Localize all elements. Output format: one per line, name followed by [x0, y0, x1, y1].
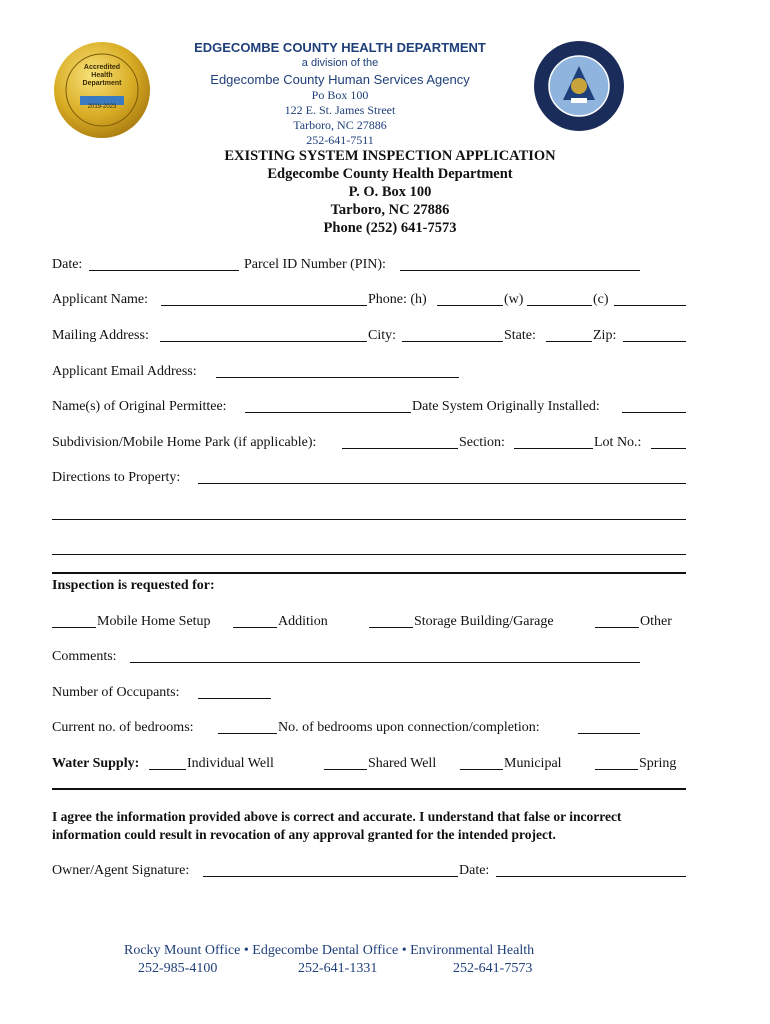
mailing-field[interactable]: [160, 327, 367, 342]
water-spring: Spring: [639, 756, 677, 771]
row-subdivision: [52, 434, 686, 454]
individual-well-blank[interactable]: [149, 755, 186, 770]
footer-offices: Rocky Mount Office • Edgecombe Dental Office • Environmental Health: [124, 943, 535, 958]
city-field[interactable]: [402, 327, 503, 342]
agency-name: Edgecombe County Human Services Agency: [210, 72, 470, 87]
signature-date-label: Date:: [459, 863, 490, 878]
agreement-line2: information could result in revocation of any approval granted for the intended project.: [52, 827, 556, 842]
row-inspection-options: [52, 613, 686, 633]
county-seal: [533, 40, 625, 132]
agreement-text: [52, 808, 702, 844]
row-email: [52, 363, 686, 383]
seal-years: 2019-2023: [87, 104, 117, 110]
date-label: Date:: [52, 257, 83, 272]
water-supply-label: Water Supply:: [52, 756, 140, 771]
signature-date-field[interactable]: [496, 862, 686, 877]
section-field[interactable]: [514, 434, 593, 449]
email-field[interactable]: [216, 363, 459, 378]
phone-h-label: Phone: (h): [368, 292, 427, 307]
row-permittee: [52, 398, 686, 418]
row-comments: [52, 648, 686, 668]
directions-line-3[interactable]: [52, 554, 686, 555]
section-divider-2: [52, 788, 686, 790]
dept-name: EDGECOMBE COUNTY HEALTH DEPARTMENT: [194, 40, 486, 55]
letterhead: [160, 40, 520, 148]
option-other: Other: [640, 614, 672, 629]
mailing-label: Mailing Address:: [52, 328, 149, 343]
row-bedrooms: [52, 719, 686, 739]
parcel-label: Parcel ID Number (PIN):: [244, 257, 386, 272]
occupants-field[interactable]: [198, 684, 271, 699]
row-applicant: [52, 291, 686, 311]
phone-w-field[interactable]: [527, 291, 592, 306]
city-label: City:: [368, 328, 397, 343]
permittee-label: Name(s) of Original Permittee:: [52, 399, 227, 414]
form-title: EXISTING SYSTEM INSPECTION APPLICATION: [224, 148, 556, 164]
seal-line3: Department: [82, 80, 122, 87]
division-text: a division of the: [301, 57, 379, 69]
footer-phone-environmental: 252-641-7573: [453, 961, 533, 976]
comments-label: Comments:: [52, 649, 117, 664]
signature-label: Owner/Agent Signature:: [52, 863, 190, 878]
footer: [124, 942, 584, 978]
directions-field[interactable]: [198, 469, 686, 484]
shared-well-blank[interactable]: [324, 755, 367, 770]
footer-phone-rocky-mount: 252-985-4100: [138, 961, 218, 976]
row-signature: [52, 862, 686, 882]
water-municipal: Municipal: [504, 756, 562, 771]
bedrooms-field[interactable]: [218, 719, 277, 734]
row-occupants: [52, 684, 686, 704]
subdivision-label: Subdivision/Mobile Home Park (if applicable):: [52, 435, 317, 450]
water-individual: Individual Well: [187, 756, 274, 771]
option-mobile-home: Mobile Home Setup: [97, 614, 211, 629]
option-addition: Addition: [278, 614, 328, 629]
lot-label: Lot No.:: [594, 435, 642, 450]
addition-blank[interactable]: [233, 613, 277, 628]
po-box: Po Box 100: [311, 88, 369, 102]
comments-field[interactable]: [130, 648, 640, 663]
date-field[interactable]: [89, 256, 239, 271]
zip-field[interactable]: [623, 327, 686, 342]
bedrooms-new-label: No. of bedrooms upon connection/completion:: [278, 720, 540, 735]
agreement-line1: I agree the information provided above is correct and accurate. I understand that false or incorrect: [52, 809, 622, 824]
title-line3: P. O. Box 100: [348, 184, 432, 200]
seal-line2: Health: [91, 72, 113, 79]
phone-h-field[interactable]: [437, 291, 503, 306]
section-divider: [52, 572, 686, 574]
permittee-field[interactable]: [245, 398, 411, 413]
state-label: State:: [504, 328, 536, 343]
state-field[interactable]: [546, 327, 592, 342]
signature-field[interactable]: [203, 862, 458, 877]
phone-w-label: (w): [504, 292, 524, 307]
title-line2: Edgecombe County Health Department: [267, 166, 513, 182]
title-line5: Phone (252) 641-7573: [323, 220, 457, 236]
phone-c-label: (c): [593, 292, 609, 307]
section-label: Section:: [459, 435, 505, 450]
spring-blank[interactable]: [595, 755, 638, 770]
water-shared: Shared Well: [368, 756, 437, 771]
row-water-supply: [52, 755, 686, 775]
installed-label: Date System Originally Installed:: [412, 399, 600, 414]
applicant-field[interactable]: [161, 291, 367, 306]
other-blank[interactable]: [595, 613, 639, 628]
header-phone: 252-641-7511: [306, 133, 374, 147]
bedrooms-label: Current no. of bedrooms:: [52, 720, 194, 735]
installed-field[interactable]: [622, 398, 686, 413]
footer-phone-dental: 252-641-1331: [298, 961, 378, 976]
phone-c-field[interactable]: [614, 291, 686, 306]
occupants-label: Number of Occupants:: [52, 685, 180, 700]
inspection-heading: Inspection is requested for:: [52, 578, 215, 593]
title-block: [160, 147, 620, 237]
seal-line1: Accredited: [83, 64, 121, 71]
directions-label: Directions to Property:: [52, 470, 181, 485]
city-address: Tarboro, NC 27886: [293, 118, 387, 132]
storage-blank[interactable]: [369, 613, 413, 628]
directions-line-2[interactable]: [52, 519, 686, 520]
title-line4: Tarboro, NC 27886: [330, 202, 450, 218]
zip-label: Zip:: [593, 328, 617, 343]
lot-field[interactable]: [651, 434, 686, 449]
applicant-label: Applicant Name:: [52, 292, 149, 307]
email-label: Applicant Email Address:: [52, 364, 197, 379]
row-directions: [52, 469, 686, 489]
mobile-home-blank[interactable]: [52, 613, 96, 628]
street-address: 122 E. St. James Street: [284, 103, 396, 117]
parcel-field[interactable]: [400, 256, 640, 271]
bedrooms-new-field[interactable]: [578, 719, 640, 734]
row-mailing: [52, 327, 686, 347]
row-date-parcel: [52, 256, 686, 276]
option-storage: Storage Building/Garage: [414, 614, 554, 629]
accreditation-seal: [52, 40, 152, 140]
subdivision-field[interactable]: [342, 434, 458, 449]
municipal-blank[interactable]: [460, 755, 503, 770]
